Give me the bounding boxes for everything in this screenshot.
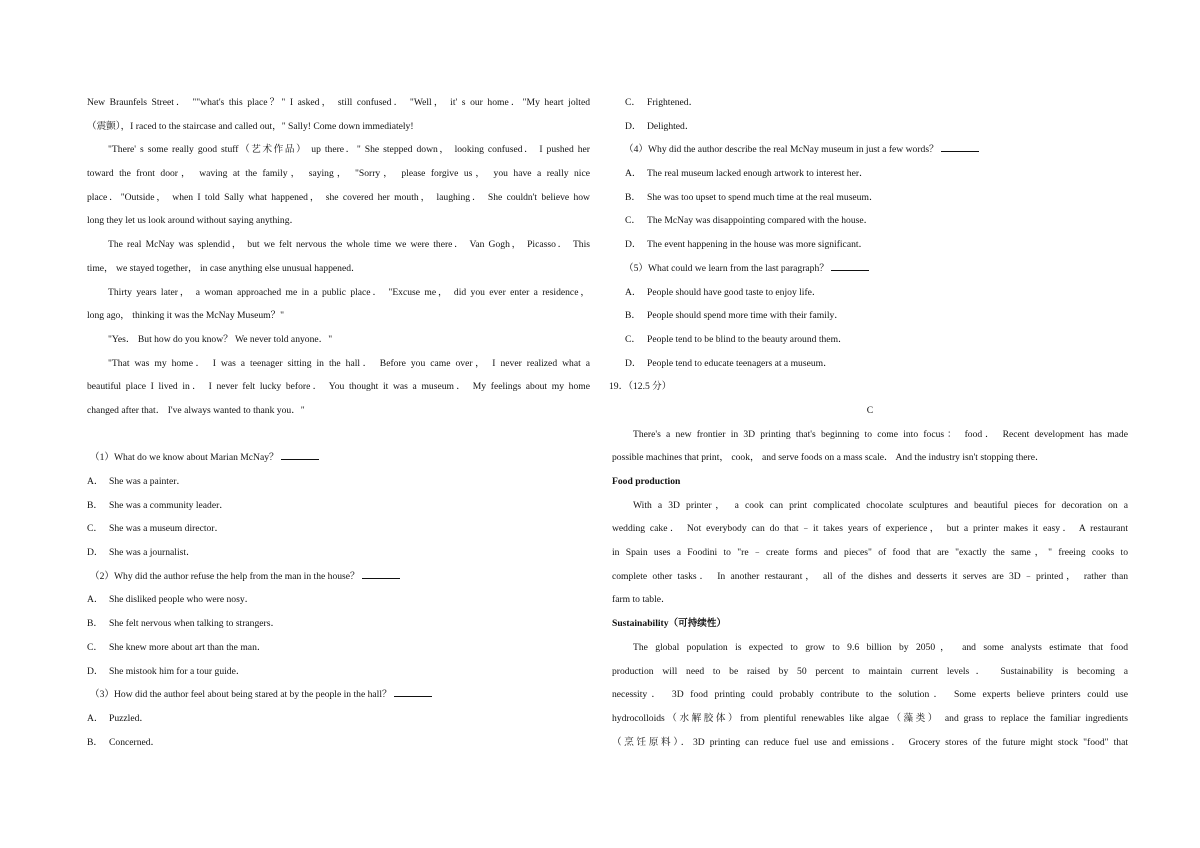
option-letter: D． <box>87 665 104 677</box>
option-text: Delighted． <box>647 120 695 132</box>
option-text: She mistook him for a tour guide． <box>109 665 246 677</box>
option-text: She was a painter． <box>109 476 186 487</box>
passage-label: C <box>866 404 874 416</box>
option-text: She felt nervous when talking to strangers． <box>109 618 281 630</box>
option-d[interactable] <box>87 541 590 565</box>
option-letter: A． <box>87 594 104 606</box>
option-a[interactable] <box>87 707 590 731</box>
passage-line: hydrocolloids（水解胶体）from plentiful renewables like algae（藻类） and grass to replace the familiar ingredients <box>612 712 1128 724</box>
option-letter: A． <box>625 286 642 298</box>
option-d[interactable] <box>612 115 1128 139</box>
passage-line: "That was my home． I was a teenager sitting in the hall． Before you came over， I never realized what a <box>108 357 590 369</box>
passage-line: production will need to be raised by 50 percent to maintain current levels． Sustainability is becoming a <box>612 665 1128 677</box>
option-letter: B． <box>87 736 103 748</box>
option-a[interactable] <box>87 588 590 612</box>
option-letter: C． <box>625 97 641 108</box>
option-text: She disliked people who were nosy． <box>109 594 255 606</box>
passage-line: changed after that． I've always wanted to thank you．" <box>87 404 305 416</box>
option-letter: C． <box>87 641 103 653</box>
option-a[interactable] <box>87 470 590 494</box>
option-d[interactable] <box>87 660 590 684</box>
question-text: （3）How did the author feel about being stared at by the people in the hall？ <box>90 689 392 701</box>
answer-blank[interactable] <box>394 695 432 697</box>
section-heading: Food production <box>612 476 681 487</box>
option-c[interactable] <box>612 328 1128 352</box>
option-text: Puzzled． <box>109 712 149 724</box>
passage-line: complete other tasks． In another restaurant， all of the dishes and desserts it serves are 3D﹣printed， rather than <box>612 570 1128 582</box>
passage-line: There's a new frontier in 3D printing that's beginning to come into focus： food． Recent development has made <box>633 428 1128 440</box>
option-c[interactable] <box>87 517 590 541</box>
option-text: Frightened． <box>647 97 699 108</box>
option-text: She was too upset to spend much time at the real museum． <box>647 191 879 203</box>
question-5 <box>612 257 1128 281</box>
option-b[interactable] <box>87 731 590 755</box>
option-letter: D． <box>625 357 642 369</box>
option-text: The event happening in the house was more significant． <box>647 239 869 251</box>
option-text: She was a journalist． <box>109 547 196 559</box>
option-text: She was a museum director． <box>109 523 225 535</box>
passage-line: necessity． 3D food printing could probably contribute to the solution． Some experts believe printers could use <box>612 689 1128 701</box>
option-letter: B． <box>87 618 103 630</box>
question-text: （1）What do we know about Marian McNay？ <box>90 452 279 464</box>
option-text: People tend to be blind to the beauty around them． <box>647 333 848 345</box>
passage-line: possible machines that print， cook， and serve foods on a mass scale． And the industry isn't stopping there． <box>612 452 1045 464</box>
option-text: Concerned． <box>109 736 161 748</box>
question-3 <box>87 683 590 707</box>
option-letter: C． <box>625 333 641 345</box>
passage-line: time， we stayed together， in case anything else unusual happened． <box>87 262 361 274</box>
question-text: （2）Why did the author refuse the help from the man in the house？ <box>90 570 360 582</box>
passage-line: （烹饪原料）．3D printing can reduce fuel use and emissions． Grocery stores of the future might stock "food" that <box>612 736 1128 748</box>
option-text: She was a community leader． <box>109 499 229 511</box>
option-text: The real museum lacked enough artwork to interest her． <box>647 168 869 180</box>
passage-line: "There' s some really good stuff（艺术作品） up there．" She stepped down， looking confused． I pushed her <box>108 144 590 156</box>
passage-line: The global population is expected to grow to 9.6 billion by 2050， and some analysts estimate that food <box>633 641 1128 653</box>
passage-line: place．"Outside， when I told Sally what happened， she covered her mouth， laughing． She couldn't believe how <box>87 191 590 203</box>
option-a[interactable] <box>612 162 1128 186</box>
passage-line: long ago， thinking it was the McNay Museum？" <box>87 310 285 322</box>
option-text: People should spend more time with their family． <box>647 310 844 322</box>
passage-line: in Spain uses a Foodini to "re﹣create forms and pieces" of food that are "exactly the same，" freeing cooks to <box>612 547 1128 559</box>
option-c[interactable] <box>612 91 1128 115</box>
passage-line: Thirty years later， a woman approached me in a public place． "Excuse me， did you ever enter a residence， <box>108 286 590 298</box>
answer-blank[interactable] <box>281 458 319 460</box>
passage-line: "Yes． But how do you know？ We never told anyone．" <box>108 333 333 345</box>
option-letter: B． <box>625 310 641 322</box>
paragraph-gap <box>87 423 590 447</box>
option-letter: B． <box>87 499 103 511</box>
option-letter: A． <box>87 476 104 487</box>
option-letter: D． <box>625 120 642 132</box>
passage-line: wedding cake． Not everybody can do that﹣it takes years of experience， but a printer makes it easy． A restaurant <box>612 523 1128 535</box>
option-text: The McNay was disappointing compared with the house． <box>647 215 874 227</box>
question-1 <box>87 446 590 470</box>
answer-blank[interactable] <box>831 269 869 271</box>
section-heading: Sustainability（可持续性） <box>612 618 727 630</box>
passage-line: farm to table． <box>612 594 671 606</box>
passage-line: （震颤），I raced to the staircase and called out，" Sally! Come down immediately! <box>87 120 414 132</box>
option-letter: C． <box>625 215 641 227</box>
passage-line: toward the front door， waving at the family， saying， "Sorry， please forgive us， you have a really nice <box>87 168 590 180</box>
option-letter: C． <box>87 523 103 535</box>
passage-line: The real McNay was splendid， but we felt nervous the whole time we were there． Van Gogh， Picasso． This <box>108 239 590 251</box>
left-column <box>87 91 590 754</box>
question-4 <box>612 138 1128 162</box>
option-b[interactable] <box>87 612 590 636</box>
option-b[interactable] <box>612 186 1128 210</box>
option-d[interactable] <box>612 233 1128 257</box>
option-text: She knew more about art than the man． <box>109 641 267 653</box>
passage-line: beautiful place I lived in． I never felt lucky before． You thought it was a museum． My feelings about my home <box>87 381 590 393</box>
option-a[interactable] <box>612 281 1128 305</box>
passage-line: New Braunfels Street． ""what's this place？" I asked， still confused． "Well， it' s our home．"My heart jolted <box>87 97 590 108</box>
option-letter: A． <box>87 712 104 724</box>
option-letter: B． <box>625 191 641 203</box>
answer-blank[interactable] <box>941 150 979 152</box>
option-text: People tend to educate teenagers at a museum． <box>647 357 833 369</box>
option-c[interactable] <box>612 209 1128 233</box>
option-b[interactable] <box>87 494 590 518</box>
option-b[interactable] <box>612 304 1128 328</box>
option-letter: A． <box>625 168 642 180</box>
option-text: People should have good taste to enjoy life． <box>647 286 822 298</box>
option-letter: D． <box>87 547 104 559</box>
option-c[interactable] <box>87 636 590 660</box>
right-column <box>609 91 1128 754</box>
section-number: 19．（12.5 分） <box>609 381 672 393</box>
question-text: （5）What could we learn from the last paragraph？ <box>624 262 829 274</box>
passage-line: With a 3D printer， a cook can print complicated chocolate sculptures and beautiful pieces for decoration on a <box>633 499 1128 511</box>
question-2 <box>87 565 590 589</box>
answer-blank[interactable] <box>362 577 400 579</box>
question-text: （4）Why did the author describe the real McNay museum in just a few words？ <box>624 144 939 156</box>
option-d[interactable] <box>612 352 1128 376</box>
option-letter: D． <box>625 239 642 251</box>
passage-line: long they let us look around without saying anything． <box>87 215 300 227</box>
